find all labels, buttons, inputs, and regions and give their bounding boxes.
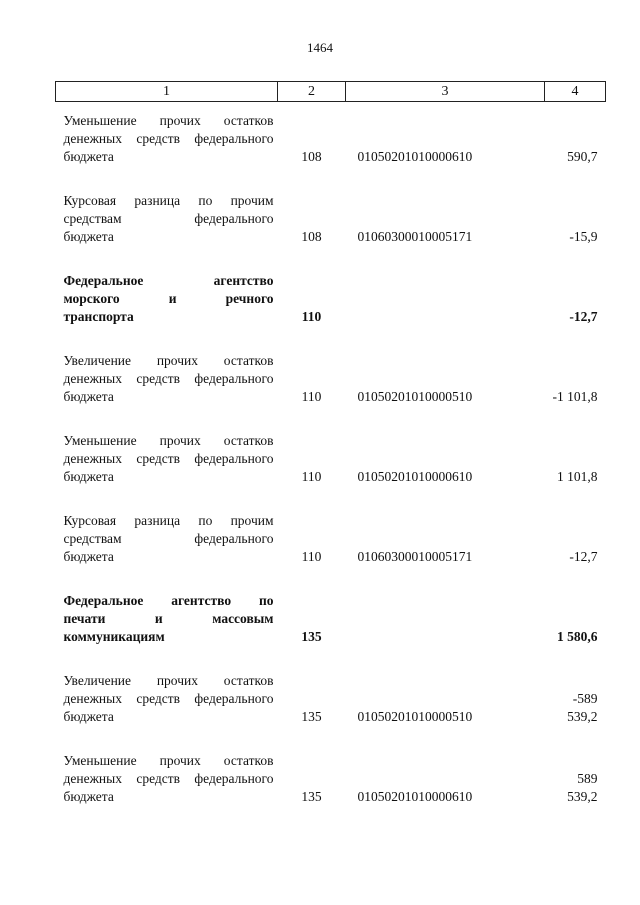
row-name-line: денежных средств федерального [63,691,274,706]
row-name-line: бюджета [63,149,114,164]
row-sum-cell: 590,7 [567,149,598,164]
table-section-row [56,246,606,326]
row-code-cell: 135 [301,789,322,804]
table-row [56,166,606,246]
row-code-cell: 135 [301,709,322,724]
row-kbk-cell: 01060300010005171 [357,549,473,564]
row-kbk-cell: 01060300010005171 [357,229,473,244]
row-kbk-cell: 01050201010000610 [357,789,473,804]
table-row [56,646,606,726]
table-header-row [56,82,606,102]
row-name-line: Федеральное агентство по [63,593,274,608]
row-sum-cell: 1 580,6 [557,629,598,644]
table-section-row [56,566,606,646]
column-header-3: 3 [346,82,545,102]
row-kbk-cell: 01050201010000510 [357,709,473,724]
row-sum-cell: -15,9 [569,229,598,244]
column-header-1: 1 [56,82,278,102]
row-name-line: средствам федерального [63,531,274,546]
row-name-line: бюджета [63,229,114,244]
row-code-cell: 110 [301,389,322,404]
row-kbk-cell [346,246,545,326]
row-kbk-cell [346,566,545,646]
budget-table [55,81,606,806]
row-code-cell: 135 [301,629,322,644]
row-name-cell [56,726,278,806]
row-sum-cell: -12,7 [569,309,598,324]
row-code-cell: 110 [301,309,322,324]
row-code-cell: 108 [301,149,322,164]
row-name-cell [56,646,278,726]
row-name-cell [56,406,278,486]
table-body [56,102,606,807]
row-name-line: Курсовая разница по прочим [63,193,274,208]
row-name-cell [56,246,278,326]
table-row [56,726,606,806]
row-name-line: Увеличение прочих остатков [63,673,274,688]
row-name-line: коммуникациям [63,629,165,644]
table-row [56,486,606,566]
row-sum-cell: -1 101,8 [552,389,598,404]
table-row [56,326,606,406]
row-sum-cell: -589 539,2 [567,691,598,724]
row-name-line: бюджета [63,549,114,564]
table-row [56,406,606,486]
row-name-line: средствам федерального [63,211,274,226]
row-name-line: транспорта [63,309,134,324]
row-name-cell [56,102,278,167]
row-name-line: Федеральное агентство [63,273,274,288]
row-code-cell: 110 [301,549,322,564]
row-sum-cell: -12,7 [569,549,598,564]
page-number: 1464 [307,40,333,55]
row-kbk-cell: 01050201010000510 [357,389,473,404]
row-name-cell [56,166,278,246]
row-name-line: бюджета [63,789,114,804]
row-name-line: бюджета [63,389,114,404]
row-name-cell [56,566,278,646]
row-code-cell: 108 [301,229,322,244]
row-name-line: бюджета [63,469,114,484]
row-name-line: Уменьшение прочих остатков [63,113,274,128]
row-name-line: денежных средств федерального [63,371,274,386]
row-sum-cell: 1 101,8 [557,469,598,484]
row-name-line: Уменьшение прочих остатков [63,433,274,448]
row-name-cell [56,486,278,566]
column-header-2: 2 [278,82,346,102]
row-name-line: Курсовая разница по прочим [63,513,274,528]
row-name-line: бюджета [63,709,114,724]
row-sum-cell: 589 539,2 [567,771,598,804]
row-name-line: денежных средств федерального [63,771,274,786]
row-name-line: денежных средств федерального [63,451,274,466]
row-kbk-cell: 01050201010000610 [357,469,473,484]
row-name-line: денежных средств федерального [63,131,274,146]
row-name-line: Увеличение прочих остатков [63,353,274,368]
row-name-cell [56,326,278,406]
column-header-4: 4 [545,82,606,102]
row-name-line: морского и речного [63,291,274,306]
row-name-line: печати и массовым [63,611,274,626]
table-row [56,102,606,167]
row-name-line: Уменьшение прочих остатков [63,753,274,768]
row-code-cell: 110 [301,469,322,484]
row-kbk-cell: 01050201010000610 [357,149,473,164]
